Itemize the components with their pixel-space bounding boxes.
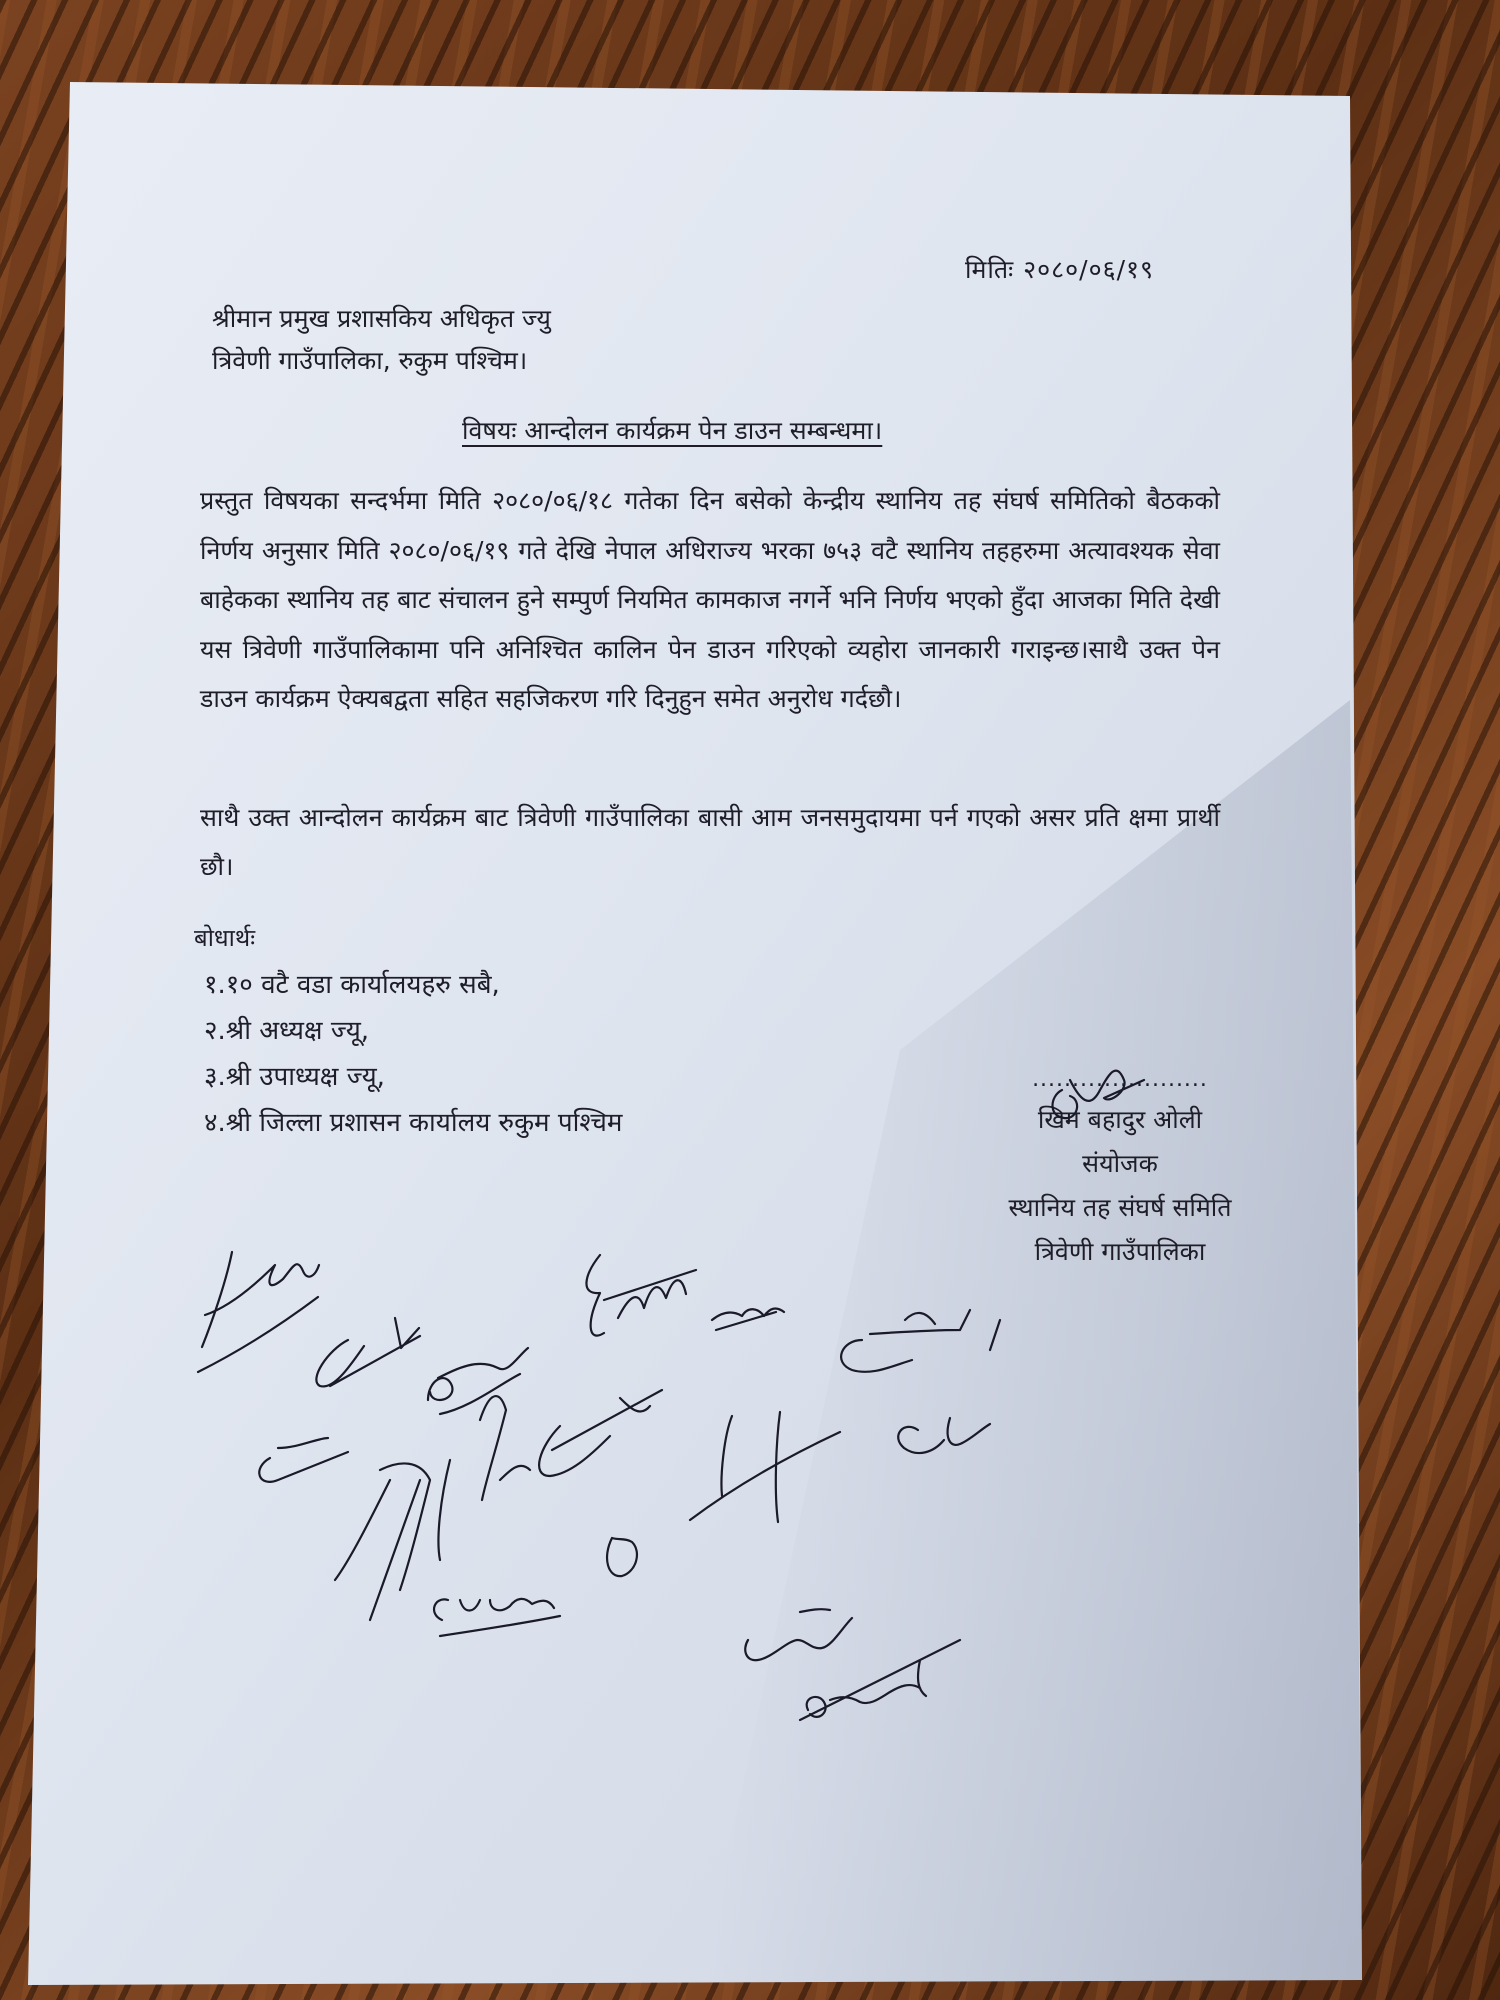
signature-5: [712, 1309, 784, 1330]
cc-item: ४.श्री जिल्ला प्रशासन कार्यालय रुकुम पश्चिम: [204, 1108, 623, 1138]
signature-bulamata: [434, 1599, 560, 1636]
recipient-line-1: श्रीमान प्रमुख प्रशासकिय अधिकृत ज्यु: [212, 304, 551, 333]
letter-subject: विषयः आन्दोलन कार्यक्रम पेन डाउन सम्बन्धमा।: [462, 416, 883, 445]
signature-bhadak: [800, 1640, 960, 1720]
signature-7: [335, 1396, 530, 1620]
cc-item: २.श्री अध्यक्ष ज्यू,: [204, 1016, 370, 1046]
cc-item: १.१० वटै वडा कार्यालयहरु सबै,: [204, 970, 500, 1000]
signature-6: [259, 1438, 348, 1482]
signature-11: [898, 1418, 990, 1453]
signature-13: [607, 1538, 637, 1576]
signature-3: [428, 1348, 528, 1414]
signature-2: [316, 1318, 420, 1386]
signature-14: [745, 1609, 852, 1660]
signatory-role: संयोजक: [1082, 1149, 1158, 1178]
signature-line: ......................: [1032, 1067, 1208, 1092]
letter-date: मितिः २०८०/०६/१९: [965, 255, 1154, 284]
body-paragraph-2: साथै उक्त आन्दोलन कार्यक्रम बाट त्रिवेणी गाउँपालिका बासी आम जनसमुदायमा पर्न गएको असर प्रति क्षमा प्रार्थी छौ।: [200, 803, 1220, 881]
recipient-line-2: त्रिवेणी गाउँपालिका, रुकुम पश्चिम।: [212, 346, 528, 375]
signature-10: [841, 1310, 1000, 1372]
cc-heading: बोधार्थः: [194, 924, 256, 952]
body-paragraph-1: प्रस्तुत विषयका सन्दर्भमा मिति २०८०/०६/१८ गतेका दिन बसेको केन्द्रीय स्थानिय तह संघर्ष समितिको बैठकको निर्णय अनुसार मिति २०८०/०६/१९ गते देखि नेपाल अधिराज्य भरका ७५३ वटै स्थानिय तहहरुमा अत्यावश्यक सेवा बाहेकका स्थानिय तह बाट संचालन हुने सम्पुर्ण नियमित कामकाज नगर्ने भनि निर्णय भएको हुँदा आजका मिति देखी यस त्रिवेणी गाउँपालिकामा पनि अनिश्चित कालिन पेन डाउन गरिएको व्यहोरा जानकारी गराइन्छ।साथै उक्त पेन डाउन कार्यक्रम ऐक्यबद्वता सहित सहजिकरण गरि दिनुहुन समेत अनुरोध गर्दछौ।: [200, 486, 1220, 713]
cc-item: ३.श्री उपाध्यक्ष ज्यू,: [204, 1062, 385, 1092]
signatory-municipality: त्रिवेणी गाउँपालिका: [1034, 1237, 1206, 1266]
signatory-name: खिम बहादुर ओली: [1037, 1105, 1203, 1134]
signatory-committee: स्थानिय तह संघर्ष समिति: [1008, 1193, 1232, 1222]
signature-coordinator: [1053, 1071, 1145, 1119]
signature-1: [198, 1252, 319, 1372]
signature-9: [690, 1412, 840, 1522]
signature-4: [586, 1255, 696, 1336]
signature-8: [539, 1390, 662, 1476]
